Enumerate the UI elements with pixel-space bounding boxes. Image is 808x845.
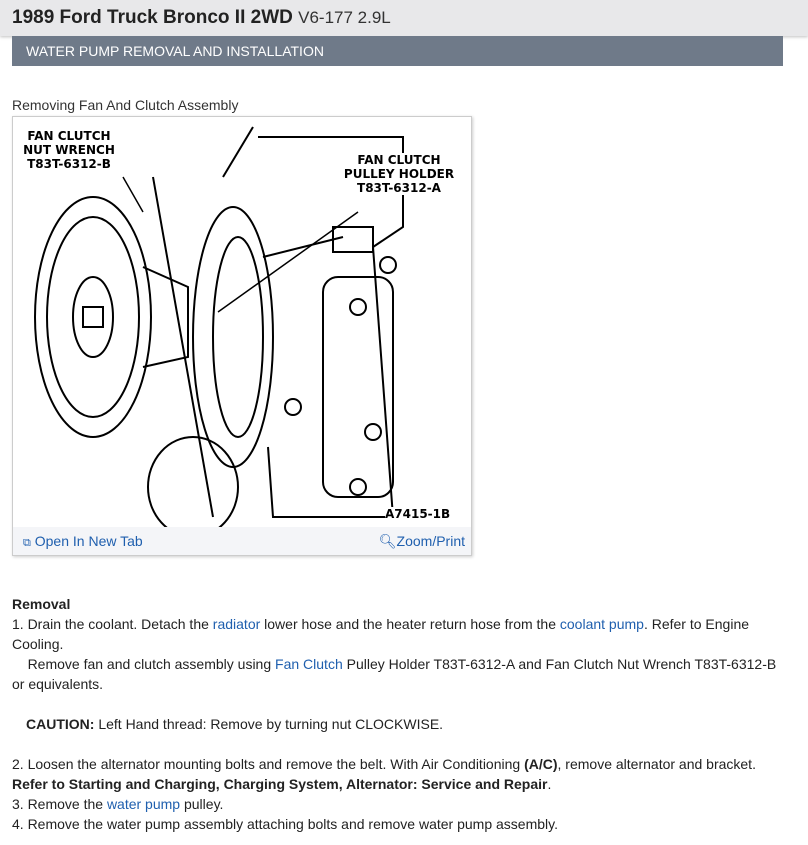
step-2-ref: Refer to Starting and Charging, Charging System, Alternator: Service and Repair.: [12, 776, 552, 792]
wrench-label: FAN CLUTCH NUT WRENCH T83T-6312-B: [21, 129, 117, 171]
t: 1. Drain the coolant. Detach the: [12, 616, 213, 632]
procedure-text: [12, 594, 782, 834]
pulley-drawing: [148, 127, 343, 527]
radiator-link[interactable]: radiator: [212, 616, 261, 632]
reference-text: Refer to Starting and Charging, Charging System, Alternator: Service and Repair: [12, 776, 548, 792]
removal-heading: Removal: [12, 596, 71, 612]
caution-text: Left Hand thread: Remove by turning nut CLOCKWISE.: [94, 716, 444, 732]
open-in-new-tab-link[interactable]: [23, 533, 143, 550]
t: 2. Loosen the alternator mounting bolts and remove the belt. With Air Conditioning: [12, 756, 525, 772]
figure-code: A7415-1B: [385, 507, 451, 521]
t: (A/C): [524, 756, 558, 772]
water-pump-link[interactable]: water pump: [106, 796, 181, 812]
step-1: [12, 614, 782, 654]
t: , remove alternator and bracket.: [557, 756, 756, 772]
t: . Refer to Engine Cooling.: [12, 616, 750, 652]
vehicle-title: [12, 7, 391, 29]
zoom-print-label: Zoom/Print: [396, 533, 465, 549]
diagram-figure: [12, 116, 472, 556]
holder-label: FAN CLUTCH PULLEY HOLDER T83T-6312-A: [339, 153, 459, 195]
caution-note: [12, 714, 782, 734]
caution-label: CAUTION:: [26, 716, 95, 732]
section-title: WATER PUMP REMOVAL AND INSTALLATION: [12, 36, 783, 66]
step-3: [12, 794, 782, 814]
coolant-pump-link[interactable]: coolant pump: [559, 616, 644, 632]
t: Remove fan and clutch assembly using: [12, 656, 276, 672]
open-tab-label: Open In New Tab: [34, 533, 143, 549]
zoom-in-icon: 🔍︎: [378, 533, 397, 549]
engine-spec: V6-177 2.9L: [298, 8, 391, 27]
fan-clutch-drawing: [35, 197, 188, 437]
new-tab-icon: ⧉: [23, 537, 31, 549]
step-1-detail: [12, 654, 782, 694]
t: lower hose and the heater return hose from the: [260, 616, 560, 632]
page-header: [0, 0, 808, 36]
t: 3. Remove the: [12, 796, 107, 812]
zoom-print-link[interactable]: [379, 533, 465, 550]
t: pulley.: [180, 796, 224, 812]
figure-footer: [13, 527, 471, 555]
step-4: 4. Remove the water pump assembly attaching bolts and remove water pump assembly.: [12, 816, 558, 832]
step-2: [12, 754, 782, 774]
fan-clutch-link[interactable]: Fan Clutch: [275, 656, 343, 672]
vehicle-name: 1989 Ford Truck Bronco II 2WD: [12, 7, 293, 28]
figure-caption: Removing Fan And Clutch Assembly: [12, 97, 239, 113]
t: Pulley Holder T83T-6312-A and Fan Clutch Nut Wrench T83T-6312-B or equivalents.: [12, 656, 781, 692]
